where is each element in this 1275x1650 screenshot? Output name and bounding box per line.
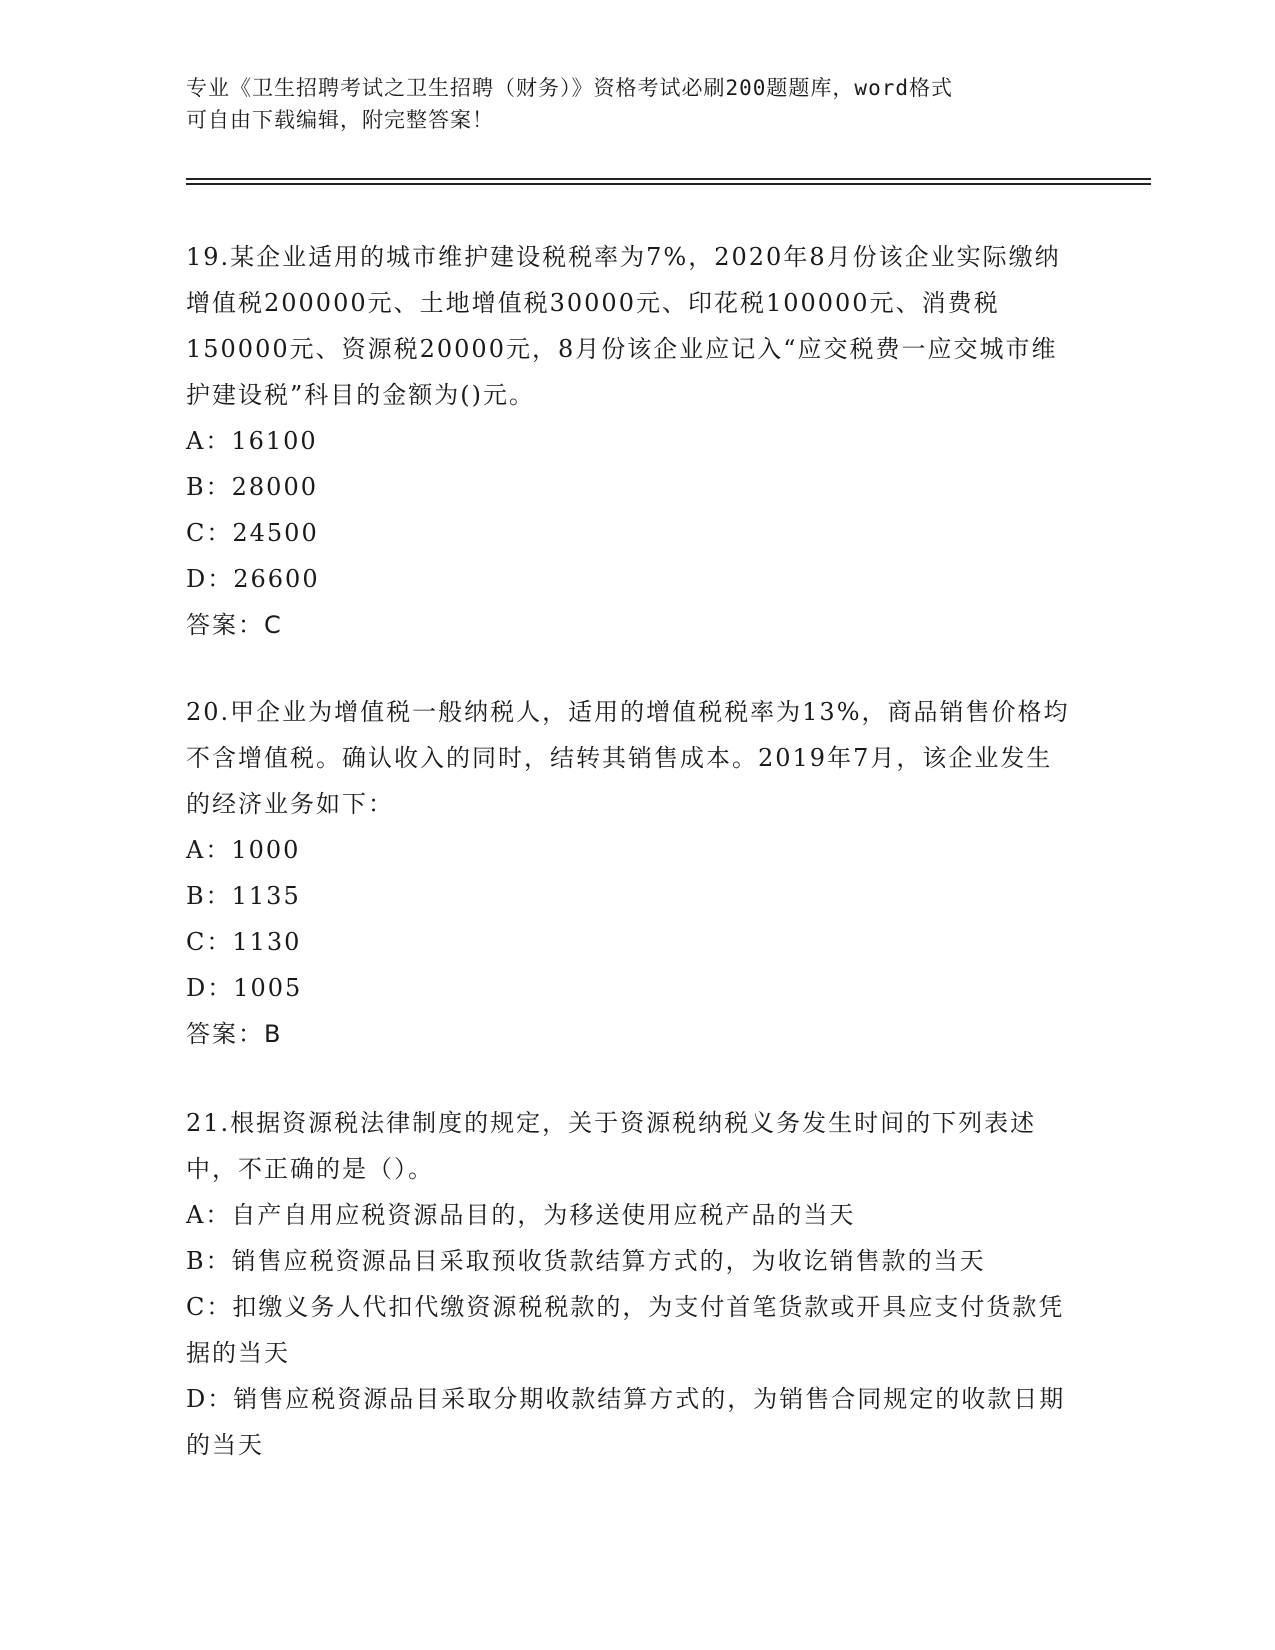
option-b: B：1135 (186, 882, 301, 910)
option-c: C：扣缴义务人代扣代缴资源税税款的，为支付首笔货款或开具应支付货款凭据的当天 (186, 1293, 1065, 1367)
header-line-1: 专业《卫生招聘考试之卫生招聘（财务）》资格考试必刷200题题库，word格式 (186, 76, 953, 100)
option-c: C：24500 (186, 519, 319, 547)
question-21 (186, 1100, 1076, 1468)
header-line-2: 可自由下载编辑，附完整答案！ (186, 108, 494, 132)
option-c: C：1130 (186, 928, 302, 956)
question-20 (186, 689, 1076, 1057)
option-d: D：销售应税资源品目采取分期收款结算方式的，为销售合同规定的收款日期的当天 (186, 1385, 1066, 1459)
question-stem: 20.甲企业为增值税一般纳税人，适用的增值税税率为13%，商品销售价格均不含增值税。确认收入的同时，结转其销售成本。2019年7月，该企业发生的经济业务如下： (186, 698, 1070, 818)
option-a: A：自产自用应税资源品目的，为移送使用应税产品的当天 (186, 1201, 856, 1229)
option-b: B：28000 (186, 473, 318, 501)
question-19 (186, 234, 1076, 648)
answer-label: 答案：B (186, 1020, 283, 1048)
header-divider-bottom (186, 183, 1151, 185)
question-stem: 19.某企业适用的城市维护建设税税率为7%，2020年8月份该企业实际缴纳增值税200000元、土地增值税30000元、印花税100000元、消费税150000元、资源税20000元，8月份该企业应记入“应交税费一应交城市维护建设税”科目的金额为()元。 (186, 243, 1061, 409)
question-stem: 21.根据资源税法律制度的规定，关于资源税纳税义务发生时间的下列表述中，不正确的是（）。 (186, 1109, 1037, 1183)
answer-label: 答案：C (186, 611, 283, 639)
option-a: A：16100 (186, 427, 318, 455)
header-divider-top (186, 178, 1151, 180)
document-header (186, 72, 1066, 136)
option-d: D：1005 (186, 974, 303, 1002)
option-a: A：1000 (186, 836, 301, 864)
option-d: D：26600 (186, 565, 320, 593)
option-b: B：销售应税资源品目采取预收货款结算方式的，为收讫销售款的当天 (186, 1247, 986, 1275)
